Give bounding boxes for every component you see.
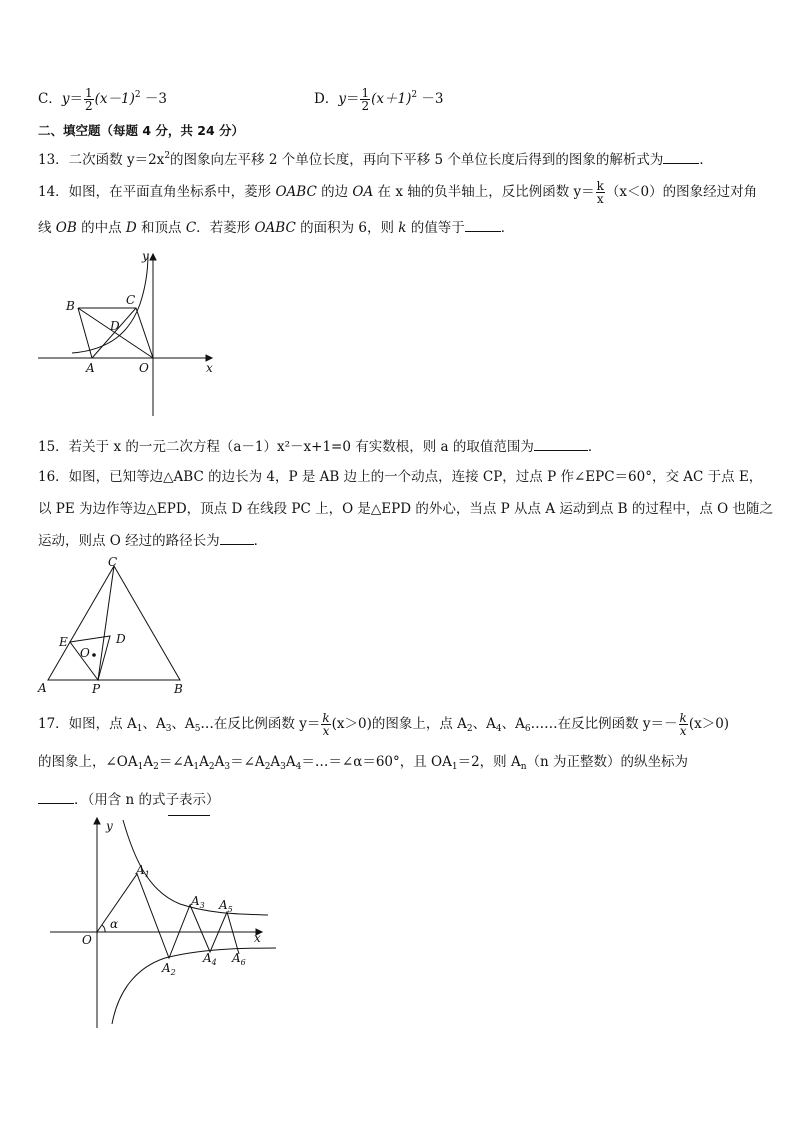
label-a3: $A_3$ bbox=[191, 894, 205, 910]
q17-t: ．（用含 n 的式子表示） bbox=[74, 792, 220, 808]
option-d-const: －3 bbox=[421, 91, 444, 107]
figure-17 bbox=[40, 812, 280, 1034]
q14-t: 在 x 轴的负半轴上，反比例函数 y＝ bbox=[373, 184, 595, 200]
frac-num: k bbox=[596, 179, 604, 193]
option-d-label: D． bbox=[314, 91, 339, 107]
option-c-y: y bbox=[61, 91, 70, 107]
option-d-exp: 2 bbox=[411, 90, 418, 100]
answer-blank[interactable] bbox=[663, 151, 699, 164]
lower-hyperbola bbox=[112, 948, 276, 1024]
label-e: E bbox=[59, 635, 68, 649]
option-c-half bbox=[84, 87, 94, 112]
label-p: P bbox=[92, 682, 101, 696]
label-c: C bbox=[108, 555, 118, 569]
frac-den: 2 bbox=[361, 99, 370, 113]
frac-num: k bbox=[322, 711, 330, 725]
y-axis-arrow bbox=[94, 818, 100, 824]
q14-end: ． bbox=[500, 220, 515, 236]
option-d-expr: (x＋1) bbox=[371, 91, 412, 107]
frac-num: k bbox=[679, 711, 687, 725]
q14-t: 的边 bbox=[316, 184, 353, 200]
y-axis-arrow bbox=[150, 254, 156, 260]
question-15 bbox=[38, 438, 601, 456]
q14-t: OA bbox=[352, 184, 374, 200]
q17-frac-2 bbox=[679, 712, 688, 737]
q17-sub: 4 bbox=[295, 762, 302, 772]
q13-end: ． bbox=[699, 152, 713, 168]
question-17-line3 bbox=[38, 791, 220, 809]
label-x: x bbox=[206, 361, 213, 375]
figure-16 bbox=[30, 554, 200, 696]
q17-t: (x＞0) bbox=[688, 716, 730, 732]
label-a2: $A_2$ bbox=[162, 961, 176, 977]
label-d: D bbox=[116, 632, 126, 646]
q17-sub: 1 bbox=[193, 762, 200, 772]
label-a1: $A_1$ bbox=[136, 863, 150, 879]
triangle-epd bbox=[70, 636, 110, 680]
q17-sub: 1 bbox=[451, 762, 458, 772]
q17-t: A bbox=[285, 754, 296, 770]
label-d: D bbox=[110, 319, 120, 333]
q17-t: 、A bbox=[501, 716, 525, 732]
label-o: O bbox=[80, 646, 90, 660]
q17-frac bbox=[321, 712, 330, 737]
q14-t: 的面积为 6，则 bbox=[295, 220, 399, 236]
option-c-const: －3 bbox=[144, 91, 167, 107]
answer-blank[interactable] bbox=[38, 791, 74, 804]
label-a: A bbox=[38, 681, 47, 695]
q14-t: 14．如图，在平面直角坐标系中，菱形 bbox=[38, 184, 276, 200]
q17-t: （n 为正整数）的纵坐标为 bbox=[526, 754, 689, 770]
q17-t: 17．如图，点 A bbox=[38, 716, 137, 732]
q16-text: 运动，则点 O 经过的路径长为 bbox=[38, 533, 220, 549]
q17-t: ＝…＝∠α＝60°，且 OA bbox=[301, 754, 452, 770]
question-16-line1: 16．如图，已知等边△ABC 的边长为 4，P 是 AB 边上的一个动点，连接 CP，过点 P 作∠EPC＝60°，交 AC 于点 E， bbox=[38, 469, 763, 485]
q17-sub: 4 bbox=[495, 724, 502, 734]
label-b: B bbox=[66, 299, 75, 313]
q17-sub: 2 bbox=[208, 762, 215, 772]
q17-sub: n bbox=[520, 762, 527, 772]
q13-text-b: 的图象向左平移 2 个单位长度，再向下平移 5 个单位长度后得到的图象的解析式为 bbox=[170, 152, 664, 168]
question-17-line1 bbox=[38, 712, 729, 738]
label-a5: $A_5$ bbox=[219, 898, 233, 914]
q17-sub: 1 bbox=[136, 724, 143, 734]
answer-blank[interactable] bbox=[465, 219, 501, 232]
q17-t: (x＞0)的图象上，点 A bbox=[331, 716, 467, 732]
label-a6: $A_6$ bbox=[232, 951, 246, 967]
q17-sub: 3 bbox=[280, 762, 286, 772]
label-alpha: α bbox=[110, 917, 119, 931]
diagonal-ac bbox=[92, 308, 136, 358]
q17-t: ＝∠A bbox=[230, 754, 265, 770]
label-x: x bbox=[254, 931, 261, 945]
q17-sub: 1 bbox=[137, 762, 144, 772]
section-title: 二、填空题（每题 4 分，共 24 分） bbox=[38, 123, 245, 138]
answer-blank[interactable] bbox=[220, 532, 254, 545]
q14-t: OABC bbox=[254, 220, 296, 236]
frac-num: 1 bbox=[84, 86, 93, 100]
q14-t: ．若菱形 bbox=[196, 220, 255, 236]
q15-text: 15．若关于 x 的一元二次方程（a－1）x²－x+1=0 有实数根，则 a 的取值范围为 bbox=[38, 439, 534, 455]
q17-t: …在反比例函数 y＝ bbox=[200, 716, 321, 732]
label-b: B bbox=[174, 682, 183, 696]
q17-t: A bbox=[199, 754, 209, 770]
q17-t: A bbox=[270, 754, 281, 770]
q14-t: OB bbox=[55, 220, 77, 236]
question-16-line3 bbox=[38, 532, 267, 550]
frac-den: x bbox=[322, 724, 330, 738]
q14-t: k bbox=[398, 220, 407, 236]
q17-sub: 3 bbox=[165, 724, 172, 734]
q14-t: 的中点 bbox=[76, 220, 126, 236]
angle-alpha-arc bbox=[102, 925, 105, 932]
question-14-line1 bbox=[38, 180, 757, 205]
option-c-label: C． bbox=[38, 91, 62, 107]
point-o bbox=[92, 653, 96, 657]
option-c-exp: 2 bbox=[134, 90, 141, 100]
q16-end: ． bbox=[253, 533, 268, 549]
label-o: O bbox=[139, 361, 149, 375]
answer-blank[interactable] bbox=[534, 438, 588, 451]
label-o: O bbox=[82, 933, 92, 947]
q17-sub: 3 bbox=[224, 762, 231, 772]
option-d-y: y bbox=[338, 91, 346, 107]
segment-pc bbox=[98, 566, 114, 680]
q14-t: OABC bbox=[275, 184, 317, 200]
figure-14 bbox=[30, 246, 230, 422]
q17-t: 、A bbox=[472, 716, 496, 732]
q17-t: ……在反比例函数 y＝－ bbox=[530, 716, 678, 732]
q17-t: 、A bbox=[142, 716, 166, 732]
frac-den: 2 bbox=[84, 99, 93, 113]
q17-t: ＝2，则 A bbox=[457, 754, 521, 770]
option-d: D．y＝ $\frac{1}{2}$ $(x+1)^2 -3$ bbox=[314, 86, 444, 113]
q17-sub: 2 bbox=[264, 762, 271, 772]
frac-den: x bbox=[596, 192, 604, 206]
frac-den: x bbox=[679, 724, 687, 738]
label-a4: $A_4$ bbox=[203, 951, 217, 967]
question-14-line2 bbox=[38, 219, 514, 237]
question-17-line2 bbox=[38, 753, 688, 776]
q14-t: 线 bbox=[38, 220, 56, 236]
label-c: C bbox=[126, 293, 136, 307]
label-a: A bbox=[86, 361, 95, 375]
q17-sub: 2 bbox=[466, 724, 473, 734]
q17-t: 的图象上，∠OA bbox=[38, 754, 138, 770]
q17-t: A bbox=[214, 754, 225, 770]
q17-t: A bbox=[143, 754, 154, 770]
q13-text-a: 13．二次函数 y＝2x bbox=[38, 152, 165, 168]
q14-t: 的值等于 bbox=[406, 220, 465, 236]
option-c-expr: (x－1) bbox=[94, 91, 135, 107]
q15-end: ． bbox=[587, 439, 602, 455]
q14-t: D bbox=[125, 220, 137, 236]
question-13 bbox=[38, 147, 713, 169]
q17-sub: 6 bbox=[524, 724, 531, 734]
option-c: C．y＝ $\frac{1}{2}$ $(x-1)^2 -3$ bbox=[38, 86, 167, 113]
option-d-half bbox=[360, 87, 370, 112]
label-y: y bbox=[106, 819, 113, 833]
q17-sub: 2 bbox=[153, 762, 159, 772]
q14-frac bbox=[596, 180, 605, 205]
q13-sup: 2 bbox=[164, 151, 171, 161]
q14-t: 和顶点 bbox=[136, 220, 186, 236]
triangle-abc bbox=[48, 566, 180, 680]
q17-t: 、A bbox=[171, 716, 195, 732]
question-16-line2: 以 PE 为边作等边△EPD，顶点 D 在线段 PC 上，O 是△EPD 的外心，当点 P 从点 A 运动到点 B 的过程中，点 O 也随之 bbox=[38, 501, 774, 517]
zigzag-path bbox=[97, 874, 239, 958]
q14-t: C bbox=[185, 220, 197, 236]
q14-t: （x＜0）的图象经过对角 bbox=[605, 184, 758, 200]
label-y: y bbox=[142, 249, 149, 263]
q17-sub: 5 bbox=[194, 724, 201, 734]
frac-num: 1 bbox=[361, 86, 370, 100]
q17-t: ＝∠A bbox=[158, 754, 194, 770]
